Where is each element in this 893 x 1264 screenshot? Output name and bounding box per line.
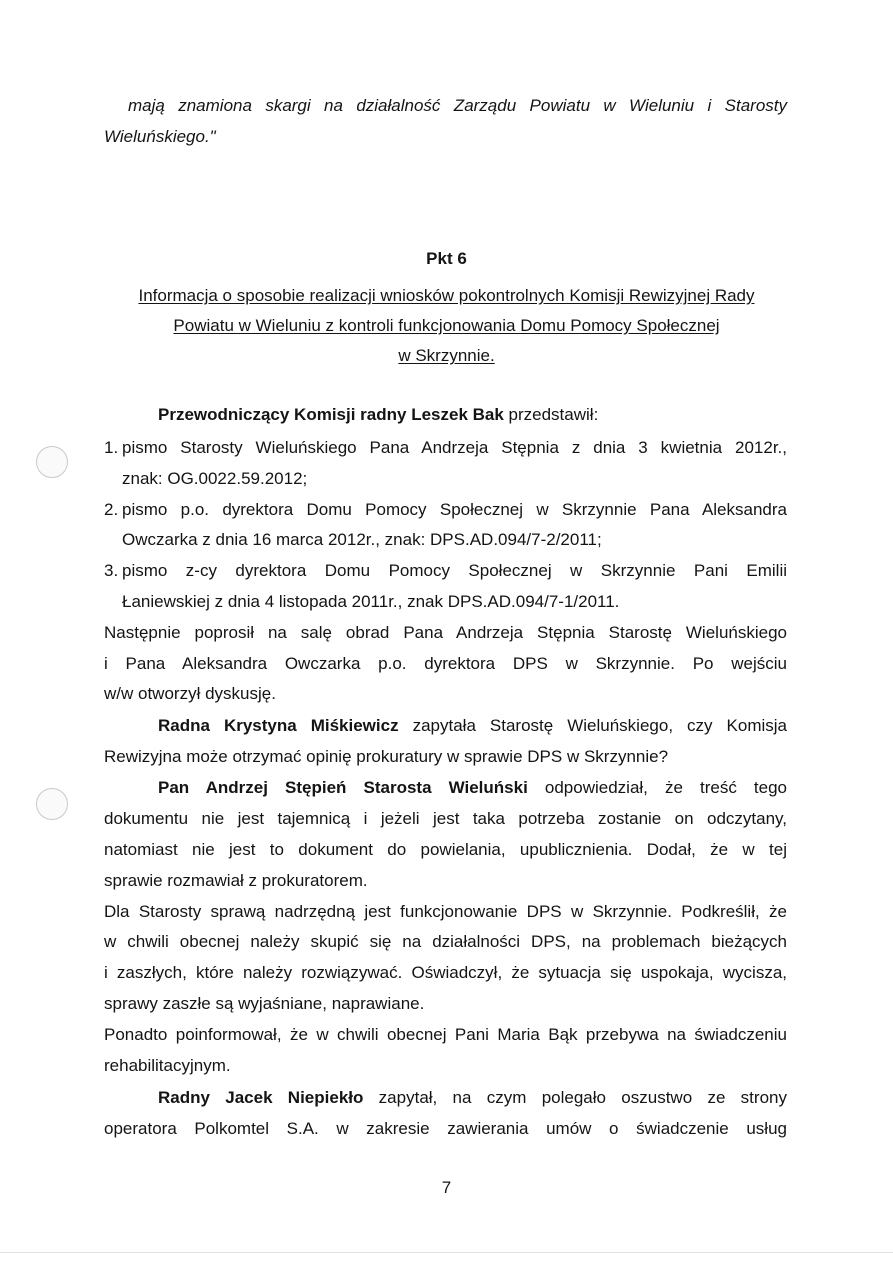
- para6-line-1-rest: zapytał, na czym polegało oszustwo ze strony: [363, 1088, 787, 1107]
- para6-line-1: [158, 1088, 787, 1108]
- list-item-1-line-1: pismo Starosty Wieluńskiego Pana Andrzeja Stępnia z dnia 3 kwietnia 2012r.,: [122, 438, 787, 457]
- para3-line-1: [158, 778, 787, 798]
- para3-line-2: dokumentu nie jest tajemnicą i jeżeli jest taka potrzeba zostanie on odczytany,: [104, 809, 787, 828]
- list-item-2-number: 2.: [104, 500, 119, 519]
- punch-hole-bottom: [36, 788, 68, 820]
- list-item-1-line-2: znak: OG.0022.59.2012;: [122, 469, 308, 488]
- para5-line-2: rehabilitacyjnym.: [104, 1056, 231, 1075]
- para2-speaker: Radna Krystyna Miśkiewicz: [158, 716, 399, 735]
- para4-line-3: i zaszłych, które należy rozwiązywać. Oświadczył, że sytuacja się uspokaja, wycisza,: [104, 963, 787, 982]
- intro-speaker: Przewodniczący Komisji radny Leszek Bak: [158, 405, 504, 424]
- para1-line-1: Następnie poprosił na salę obrad Pana Andrzeja Stępnia Starostę Wieluńskiego: [104, 623, 787, 642]
- para1-line-3: w/w otworzył dyskusję.: [104, 684, 276, 703]
- para3-line-4: sprawie rozmawiał z prokuratorem.: [104, 871, 368, 890]
- list-item-1-number: 1.: [104, 438, 119, 457]
- para6-line-2: operatora Polkomtel S.A. w zakresie zawierania umów o świadczenie usług: [104, 1119, 787, 1138]
- para1-line-2: i Pana Aleksandra Owczarka p.o. dyrektora DPS w Skrzynnie. Po wejściu: [104, 654, 787, 673]
- punch-hole-top: [36, 446, 68, 478]
- list-item-2-line-2: Owczarka z dnia 16 marca 2012r., znak: DPS.AD.094/7-2/2011;: [122, 530, 602, 549]
- section-label: Pkt 6: [426, 249, 467, 268]
- para4-line-1: Dla Starosty sprawą nadrzędną jest funkcjonowanie DPS w Skrzynnie. Podkreślił, że: [104, 902, 787, 921]
- para6-speaker: Radny Jacek Niepiekło: [158, 1088, 364, 1107]
- para5-line-1: Ponadto poinformował, że w chwili obecnej Pani Maria Bąk przebywa na świadczeniu: [104, 1025, 787, 1044]
- page-number: 7: [441, 1178, 452, 1197]
- quote-line-2: Wieluńskiego.": [104, 127, 216, 146]
- para2-line-1-rest: zapytała Starostę Wieluńskiego, czy Komisja: [398, 716, 788, 735]
- list-item-2-line-1: pismo p.o. dyrektora Domu Pomocy Społecznej w Skrzynnie Pana Aleksandra: [122, 500, 787, 519]
- intro-line: [158, 405, 758, 425]
- list-item-3-line-2: Łaniewskiej z dnia 4 listopada 2011r., znak DPS.AD.094/7-1/2011.: [122, 592, 620, 611]
- section-title-line-2: Powiatu w Wieluniu z kontroli funkcjonowania Domu Pomocy Społecznej: [173, 316, 720, 335]
- para2-line-2: Rewizyjna może otrzymać opinię prokuratury w sprawie DPS w Skrzynnie?: [104, 747, 669, 766]
- para4-line-4: sprawy zaszłe są wyjaśniane, naprawiane.: [104, 994, 425, 1013]
- scan-edge-line: [0, 1252, 893, 1253]
- intro-verb: przedstawił:: [503, 405, 599, 424]
- list-item-3-number: 3.: [104, 561, 119, 580]
- quote-line-1: mają znamiona skargi na działalność Zarządu Powiatu w Wieluniu i Starosty: [128, 96, 787, 115]
- para2-line-1: [158, 716, 787, 736]
- list-item-3-line-1: pismo z-cy dyrektora Domu Pomocy Społecznej w Skrzynnie Pani Emilii: [122, 561, 787, 580]
- para3-speaker: Pan Andrzej Stępień Starosta Wieluński: [158, 778, 528, 797]
- section-title-line-1: Informacja o sposobie realizacji wniosków pokontrolnych Komisji Rewizyjnej Rady: [138, 286, 755, 305]
- para3-line-3: natomiast nie jest to dokument do powielania, upublicznienia. Dodał, że w tej: [104, 840, 787, 859]
- para3-line-1-rest: odpowiedział, że treść tego: [527, 778, 787, 797]
- section-title-line-3: w Skrzynnie.: [398, 346, 495, 365]
- para4-line-2: w chwili obecnej należy skupić się na działalności DPS, na problemach bieżących: [104, 932, 787, 951]
